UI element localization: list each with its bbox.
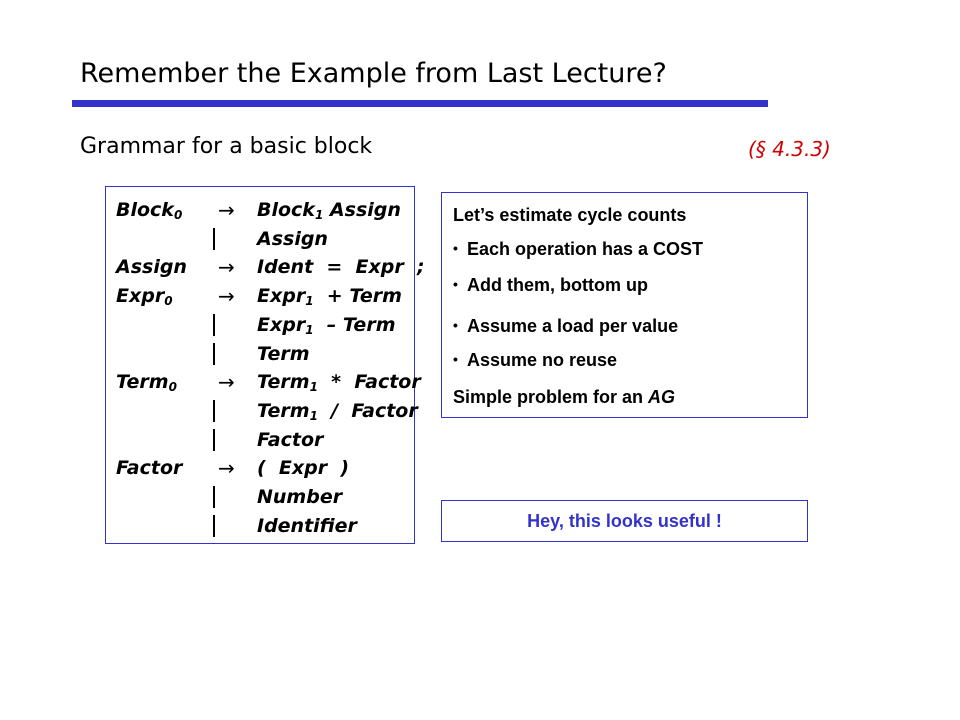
alternative-bar-icon <box>213 228 215 250</box>
symbol-text: Assign <box>257 227 328 250</box>
alternative-bar-icon <box>213 400 215 422</box>
subscript: 1 <box>309 380 318 395</box>
nonterminal: Expr <box>116 285 165 308</box>
symbol-text: Term <box>257 399 310 422</box>
symbol-text: * Factor <box>317 371 421 394</box>
grammar-rhs <box>257 486 342 508</box>
alternative-bar-icon <box>213 515 215 537</box>
info-bullet-text: Add them, bottom up <box>467 275 648 295</box>
callout-text: Hey, this looks useful ! <box>527 511 722 531</box>
subscript: 1 <box>305 322 314 337</box>
subscript: 0 <box>173 208 183 222</box>
section-reference: (§ 4.3.3) <box>748 137 831 161</box>
info-bullet <box>453 275 648 296</box>
subscript: 1 <box>309 408 318 423</box>
symbol-text: Term <box>257 342 310 365</box>
subscript: 1 <box>314 208 324 222</box>
symbol-text: Assign <box>323 199 401 221</box>
grammar-rhs <box>257 314 396 341</box>
info-bullet <box>453 316 678 337</box>
grammar-lhs <box>116 371 177 398</box>
info-bullet <box>453 239 703 260</box>
info-bullet-text: Each operation has a COST <box>467 239 704 259</box>
nonterminal: Factor <box>116 457 183 480</box>
grammar-rhs <box>257 371 421 398</box>
symbol-text: Factor <box>257 428 324 451</box>
info-closing <box>453 387 675 408</box>
grammar-rhs <box>257 285 402 312</box>
grammar-lhs <box>116 285 173 312</box>
bullet-dot-icon: • <box>453 276 458 292</box>
info-bullet <box>453 350 617 371</box>
symbol-text: Identifier <box>257 514 357 537</box>
info-closing-term: AG <box>648 387 676 407</box>
derives-arrow-icon: → <box>218 198 235 222</box>
symbol-text: Block <box>257 199 315 221</box>
subscript: 0 <box>164 294 173 309</box>
grammar-rhs <box>257 457 349 479</box>
slide-title: Remember the Example from Last Lecture? <box>80 58 667 89</box>
grammar-rhs <box>257 199 401 226</box>
symbol-text: / Factor <box>317 399 418 422</box>
subscript: 1 <box>305 294 314 309</box>
subtitle: Grammar for a basic block <box>80 134 373 159</box>
info-bullet-text: Assume no reuse <box>467 350 618 370</box>
callout-box <box>441 500 808 542</box>
grammar-rhs <box>257 256 425 278</box>
alternative-bar-icon <box>213 314 215 336</box>
grammar-rhs <box>257 400 418 427</box>
bullet-dot-icon: • <box>453 317 458 333</box>
grammar-rhs <box>257 228 328 250</box>
alternative-bar-icon <box>213 343 215 365</box>
alternative-bar-icon <box>213 486 215 508</box>
symbol-text: + Term <box>313 285 402 308</box>
symbol-text: Number <box>257 486 343 508</box>
bullet-dot-icon: • <box>453 351 458 367</box>
info-closing-text: Simple problem for an <box>453 387 649 407</box>
title-underline <box>72 100 768 107</box>
grammar-lhs <box>116 199 182 226</box>
grammar-rhs <box>257 429 323 451</box>
derives-arrow-icon: → <box>218 370 235 395</box>
nonterminal: Assign <box>116 256 187 279</box>
symbol-text: Expr <box>257 285 306 308</box>
alternative-bar-icon <box>213 429 215 451</box>
info-box <box>441 192 808 418</box>
grammar-box <box>105 186 425 544</box>
grammar-rhs <box>257 515 357 537</box>
grammar-rhs <box>257 343 310 365</box>
derives-arrow-icon: → <box>218 456 235 481</box>
subscript: 0 <box>168 380 177 395</box>
symbol-text: Term <box>257 371 310 394</box>
grammar-lhs <box>116 457 182 479</box>
derives-arrow-icon: → <box>218 255 235 280</box>
symbol-text: Ident = Expr ; <box>257 256 425 279</box>
nonterminal: Term <box>116 371 169 394</box>
info-bullet-text: Assume a load per value <box>467 316 679 336</box>
bullet-dot-icon: • <box>453 240 458 256</box>
info-intro: Let’s estimate cycle counts <box>453 205 687 225</box>
derives-arrow-icon: → <box>218 284 235 309</box>
symbol-text: – Term <box>313 313 396 336</box>
grammar-lhs <box>116 256 187 278</box>
symbol-text: Expr <box>257 313 306 336</box>
nonterminal: Block <box>116 199 174 221</box>
symbol-text: ( Expr ) <box>257 457 350 480</box>
